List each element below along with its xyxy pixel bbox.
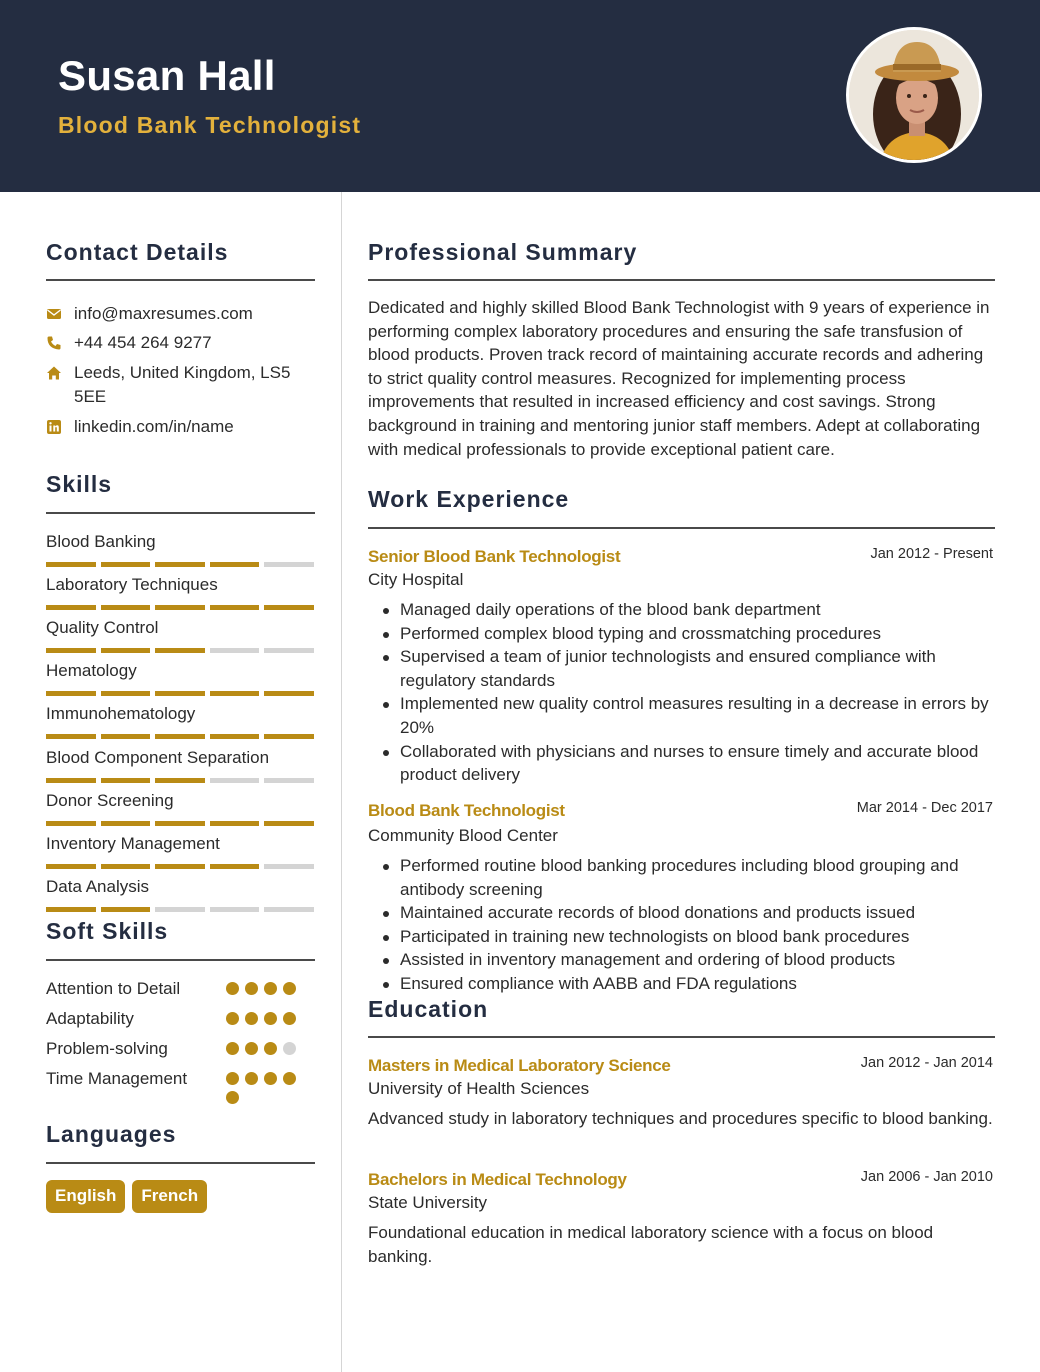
skill-level-segment bbox=[46, 605, 96, 610]
skill-label: Donor Screening bbox=[46, 791, 174, 810]
column-divider bbox=[341, 192, 342, 1372]
skill-level-segment bbox=[101, 605, 151, 610]
rating-dot bbox=[226, 1012, 239, 1025]
languages-rule bbox=[46, 1162, 315, 1164]
skill-level-bar bbox=[46, 778, 314, 783]
rating-dot bbox=[264, 982, 277, 995]
skill-label: Immunohematology bbox=[46, 704, 196, 723]
skill-item bbox=[46, 531, 314, 567]
skill-level-segment bbox=[46, 907, 96, 912]
skill-label: Data Analysis bbox=[46, 877, 149, 896]
list-item: Collaborated with physicians and nurses to ensure timely and accurate blood product delivery bbox=[368, 740, 994, 787]
language-badge: French bbox=[132, 1180, 207, 1213]
list-item: Performed routine blood banking procedures including blood grouping and antibody screening bbox=[368, 854, 994, 901]
contact-linkedin-text: linkedin.com/in/name bbox=[74, 417, 234, 436]
skill-label: Hematology bbox=[46, 661, 137, 680]
skill-level-segment bbox=[264, 562, 314, 567]
skill-level-bar bbox=[46, 648, 314, 653]
skill-label: Blood Component Separation bbox=[46, 748, 270, 767]
soft-skill-rating bbox=[226, 1042, 306, 1055]
skill-level-segment bbox=[264, 821, 314, 826]
soft-skills-rule bbox=[46, 959, 315, 961]
skill-item bbox=[46, 747, 314, 783]
skill-level-segment bbox=[46, 691, 96, 696]
skill-level-segment bbox=[101, 648, 151, 653]
job-org: City Hospital bbox=[368, 570, 464, 589]
work-rule bbox=[368, 527, 995, 529]
skill-level-segment bbox=[101, 864, 151, 869]
resume-header bbox=[0, 0, 1040, 192]
rating-dot bbox=[283, 1042, 296, 1055]
skill-level-segment bbox=[210, 907, 260, 912]
degree-description: Advanced study in laboratory techniques and procedures specific to blood banking. bbox=[368, 1109, 993, 1128]
job-title: Senior Blood Bank Technologist bbox=[368, 547, 621, 566]
envelope-icon bbox=[46, 306, 62, 322]
phone-icon bbox=[46, 335, 62, 351]
list-item: Performed complex blood typing and crossmatching procedures bbox=[368, 622, 994, 646]
contact-email-text: info@maxresumes.com bbox=[74, 304, 253, 323]
skill-item bbox=[46, 660, 314, 696]
skill-level-segment bbox=[101, 562, 151, 567]
skill-level-segment bbox=[46, 778, 96, 783]
skills-rule bbox=[46, 512, 315, 514]
skill-level-segment bbox=[155, 864, 205, 869]
rating-dot bbox=[226, 1091, 239, 1104]
summary-heading: Professional Summary bbox=[368, 239, 638, 265]
summary-text: Dedicated and highly skilled Blood Bank Technologist with 9 years of experience in performing complex laboratory procedures and ensuring the safe transfusion of blood products. Proven track record of maintaining accurate records and adhering to strict quality control measures. Recognized for implementing process improvements that resulted in increased efficiency and cost savings. Strong background in training and mentoring junior staff members. Adept at collaborating with medical professionals to provide exceptional patient care. bbox=[368, 298, 990, 459]
skill-level-segment bbox=[210, 864, 260, 869]
skill-level-segment bbox=[264, 864, 314, 869]
soft-skill-label: Time Management bbox=[46, 1069, 188, 1088]
skill-label: Inventory Management bbox=[46, 834, 220, 853]
skill-level-segment bbox=[264, 734, 314, 739]
degree-dates: Jan 2006 - Jan 2010 bbox=[860, 1169, 993, 1185]
rating-dot bbox=[245, 1072, 258, 1085]
degree-title: Bachelors in Medical Technology bbox=[368, 1170, 627, 1189]
rating-dot bbox=[226, 982, 239, 995]
rating-dot bbox=[283, 982, 296, 995]
skill-label: Blood Banking bbox=[46, 532, 156, 551]
skill-level-segment bbox=[101, 778, 151, 783]
education-rule bbox=[368, 1036, 995, 1038]
skill-level-bar bbox=[46, 734, 314, 739]
list-item: Assisted in inventory management and ordering of blood products bbox=[368, 948, 994, 972]
contact-phone[interactable] bbox=[46, 331, 316, 355]
skill-item bbox=[46, 617, 314, 653]
contact-linkedin[interactable] bbox=[46, 415, 316, 439]
skill-level-segment bbox=[46, 864, 96, 869]
skill-level-segment bbox=[210, 562, 260, 567]
rating-dot bbox=[264, 1042, 277, 1055]
degree-title: Masters in Medical Laboratory Science bbox=[368, 1056, 671, 1075]
skill-level-segment bbox=[155, 648, 205, 653]
candidate-name: Susan Hall bbox=[58, 52, 276, 99]
contact-address-text: Leeds, United Kingdom, LS5 5EE bbox=[74, 363, 291, 406]
list-item: Implemented new quality control measures resulting in a decrease in errors by 20% bbox=[368, 692, 994, 739]
contact-address bbox=[46, 361, 316, 409]
skills-heading: Skills bbox=[46, 471, 113, 497]
soft-skill-label: Problem-solving bbox=[46, 1039, 168, 1058]
skill-level-segment bbox=[46, 562, 96, 567]
skill-level-segment bbox=[155, 778, 205, 783]
contact-rule bbox=[46, 279, 315, 281]
summary-rule bbox=[368, 279, 995, 281]
skill-level-segment bbox=[101, 734, 151, 739]
skill-level-segment bbox=[46, 821, 96, 826]
skill-level-segment bbox=[210, 691, 260, 696]
skill-level-segment bbox=[264, 648, 314, 653]
contact-heading: Contact Details bbox=[46, 239, 229, 265]
skill-label: Laboratory Techniques bbox=[46, 575, 218, 594]
list-item: Supervised a team of junior technologists and ensured compliance with regulatory standards bbox=[368, 645, 994, 692]
skill-level-bar bbox=[46, 864, 314, 869]
degree-dates: Jan 2012 - Jan 2014 bbox=[860, 1055, 993, 1071]
rating-dot bbox=[226, 1072, 239, 1085]
rating-dot bbox=[264, 1072, 277, 1085]
languages-heading: Languages bbox=[46, 1121, 177, 1147]
rating-dot bbox=[245, 982, 258, 995]
soft-skill-item bbox=[46, 1037, 306, 1060]
soft-skill-rating bbox=[226, 1012, 306, 1025]
soft-skill-rating bbox=[226, 1072, 306, 1104]
list-item: Ensured compliance with AABB and FDA regulations bbox=[368, 972, 994, 996]
school-name: University of Health Sciences bbox=[368, 1079, 590, 1098]
skill-level-segment bbox=[46, 734, 96, 739]
skill-level-bar bbox=[46, 562, 314, 567]
work-heading: Work Experience bbox=[368, 486, 570, 512]
skill-item bbox=[46, 876, 314, 912]
language-badge: English bbox=[46, 1180, 125, 1213]
skill-item bbox=[46, 790, 314, 826]
job-bullets bbox=[368, 854, 994, 996]
list-item: Managed daily operations of the blood bank department bbox=[368, 598, 994, 622]
skill-item bbox=[46, 703, 314, 739]
job-dates: Mar 2014 - Dec 2017 bbox=[856, 800, 993, 816]
skill-level-segment bbox=[155, 691, 205, 696]
skill-level-segment bbox=[210, 821, 260, 826]
skill-level-segment bbox=[210, 605, 260, 610]
skill-level-segment bbox=[264, 778, 314, 783]
soft-skill-item bbox=[46, 977, 306, 1000]
skill-level-segment bbox=[210, 648, 260, 653]
skill-level-segment bbox=[210, 734, 260, 739]
skill-level-segment bbox=[155, 734, 205, 739]
soft-skills-heading: Soft Skills bbox=[46, 918, 169, 944]
soft-skill-item bbox=[46, 1007, 306, 1030]
skill-level-segment bbox=[101, 691, 151, 696]
rating-dot bbox=[283, 1072, 296, 1085]
rating-dot bbox=[264, 1012, 277, 1025]
rating-dot bbox=[245, 1042, 258, 1055]
job-bullets bbox=[368, 598, 994, 787]
contact-email[interactable] bbox=[46, 302, 316, 326]
skill-level-bar bbox=[46, 605, 314, 610]
soft-skill-label: Attention to Detail bbox=[46, 979, 181, 998]
skill-level-segment bbox=[264, 907, 314, 912]
skill-level-bar bbox=[46, 907, 314, 912]
home-icon bbox=[46, 365, 62, 381]
avatar-photo-icon bbox=[849, 30, 982, 163]
candidate-title: Blood Bank Technologist bbox=[58, 112, 362, 138]
school-name: State University bbox=[368, 1193, 488, 1212]
linkedin-icon bbox=[46, 419, 62, 435]
skill-level-segment bbox=[155, 605, 205, 610]
degree-description: Foundational education in medical laboratory science with a focus on blood banking. bbox=[368, 1223, 934, 1266]
skill-level-segment bbox=[155, 821, 205, 826]
rating-dot bbox=[245, 1012, 258, 1025]
languages-list bbox=[46, 1180, 207, 1213]
skill-level-segment bbox=[46, 648, 96, 653]
avatar bbox=[846, 27, 982, 163]
job-title: Blood Bank Technologist bbox=[368, 801, 565, 820]
job-org: Community Blood Center bbox=[368, 826, 558, 845]
skill-item bbox=[46, 574, 314, 610]
skill-level-segment bbox=[155, 907, 205, 912]
skill-item bbox=[46, 833, 314, 869]
skill-level-segment bbox=[210, 778, 260, 783]
skill-level-segment bbox=[264, 691, 314, 696]
soft-skill-rating bbox=[226, 982, 306, 995]
education-heading: Education bbox=[368, 996, 489, 1022]
skill-level-segment bbox=[264, 605, 314, 610]
soft-skill-label: Adaptability bbox=[46, 1009, 134, 1028]
soft-skill-item bbox=[46, 1067, 306, 1090]
skill-level-segment bbox=[101, 907, 151, 912]
job-dates: Jan 2012 - Present bbox=[870, 546, 993, 562]
skill-level-segment bbox=[155, 562, 205, 567]
skill-level-bar bbox=[46, 691, 314, 696]
list-item: Participated in training new technologists on blood bank procedures bbox=[368, 925, 994, 949]
skill-label: Quality Control bbox=[46, 618, 159, 637]
rating-dot bbox=[226, 1042, 239, 1055]
contact-phone-text: +44 454 264 9277 bbox=[74, 333, 212, 352]
skill-level-bar bbox=[46, 821, 314, 826]
skill-level-segment bbox=[101, 821, 151, 826]
rating-dot bbox=[283, 1012, 296, 1025]
list-item: Maintained accurate records of blood donations and products issued bbox=[368, 901, 994, 925]
